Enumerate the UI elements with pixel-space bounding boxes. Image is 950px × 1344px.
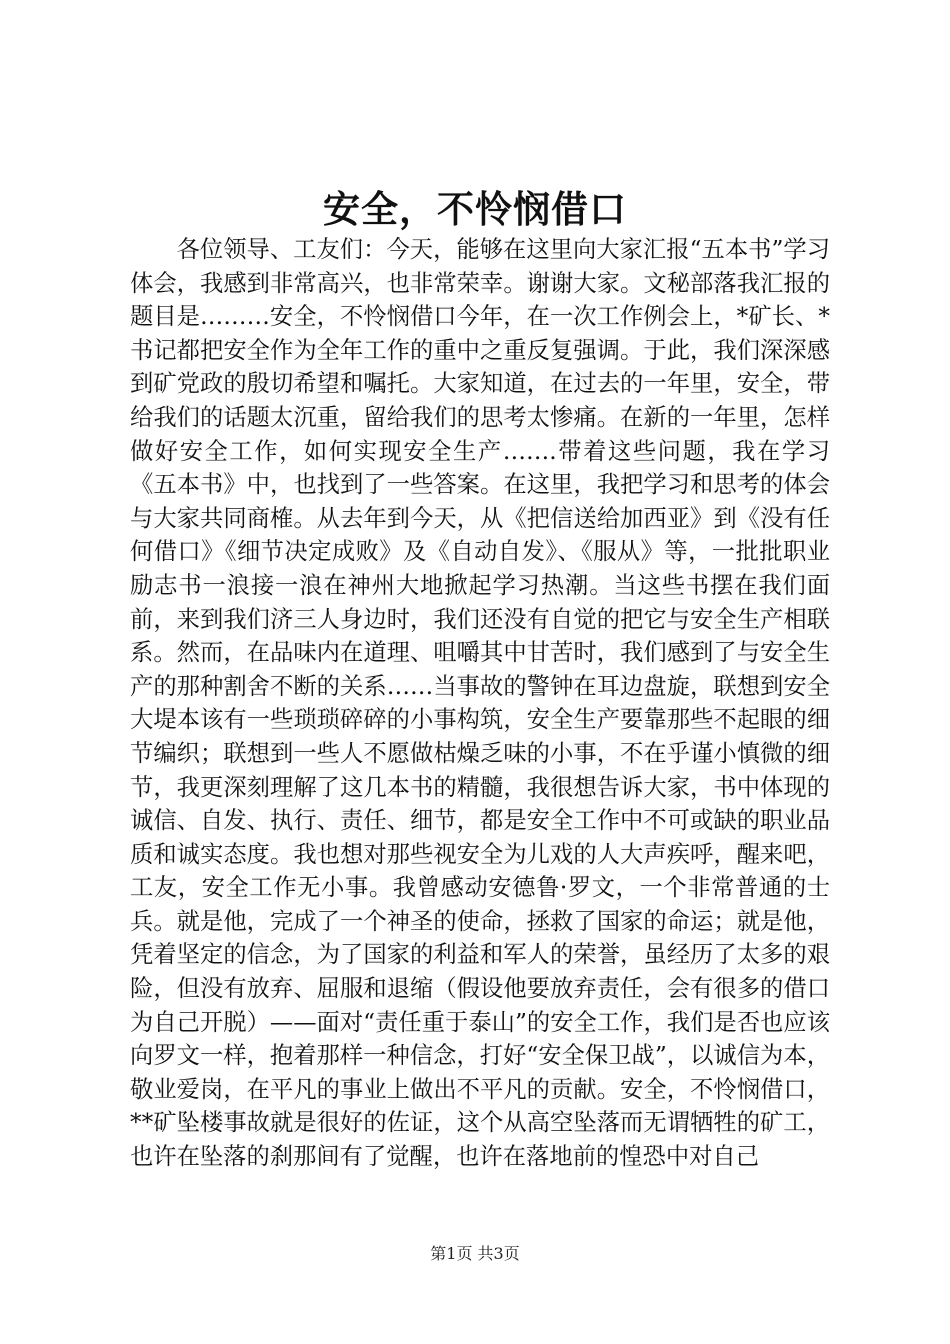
page-number-footer: 第1页 共3页 — [430, 1244, 520, 1263]
document-title: 安全，不怜悯借口 — [323, 187, 627, 231]
document-body-paragraph: 各位领导、工友们：今天，能够在这里向大家汇报“五本书”学习体会，我感到非常高兴，也非常荣幸。谢谢大家。文秘部落我汇报的题目是………安全，不怜悯借口今年，在一次工作例会上，*矿长、*书记都把安全作为全年工作的重中之重反复强调。于此，我们深深感到矿党政的殷切希望和嘱托。大家知道，在过去的一年里，安全，带给我们的话题太沉重，留给我们的思考太惨痛。在新的一年里，怎样做好安全工作，如何实现安全生产…….带着这些问题，我在学习《五本书》中，也找到了一些答案。在这里，我把学习和思考的体会与大家共同商榷。从去年到今天，从《把信送给加西亚》到《没有任何借口》《细节决定成败》及《自动自发》、《服从》等，一批批职业励志书一浪接一浪在神州大地掀起学习热潮。当这些书摆在我们面前，来到我们济三人身边时，我们还没有自觉的把它与安全生产相联系。然而，在品味内在道理、咀嚼其中甘苦时，我们感到了与安全生产的那种割舍不断的关系……当事故的警钟在耳边盘旋，联想到安全大堤本该有一些琐琐碎碎的小事构筑，安全生产要靠那些不起眼的细节编织；联想到一些人不愿做枯燥乏味的小事，不在乎谨小慎微的细节，我更深刻理解了这几本书的精髓，我很想告诉大家，书中体现的诚信、自发、执行、责任、细节，都是安全工作中不可或缺的职业品质和诚实态度。我也想对那些视安全为儿戏的人大声疾呼，醒来吧，工友，安全工作无小事。我曾感动安德鲁·罗文，一个非常普通的士兵。就是他，完成了一个神圣的使命，拯救了国家的命运；就是他，凭着坚定的信念，为了国家的利益和军人的荣誉，虽经历了太多的艰险，但没有放弃、屈服和退缩（假设他要放弃责任，会有很多的借口为自己开脱）——面对“责任重于泰山”的安全工作，我们是否也应该向罗文一样，抱着那样一种信念，打好“安全保卫战”，以诚信为本，敬业爱岗，在平凡的事业上做出不平凡的贡献。安全，不怜悯借口，**矿坠楼事故就是很好的佐证，这个从高空坠落而无谓牺牲的矿工，也许在坠落的刹那间有了觉醒，也许在落地前的惶恐中对自己 — [130, 236, 830, 1171]
